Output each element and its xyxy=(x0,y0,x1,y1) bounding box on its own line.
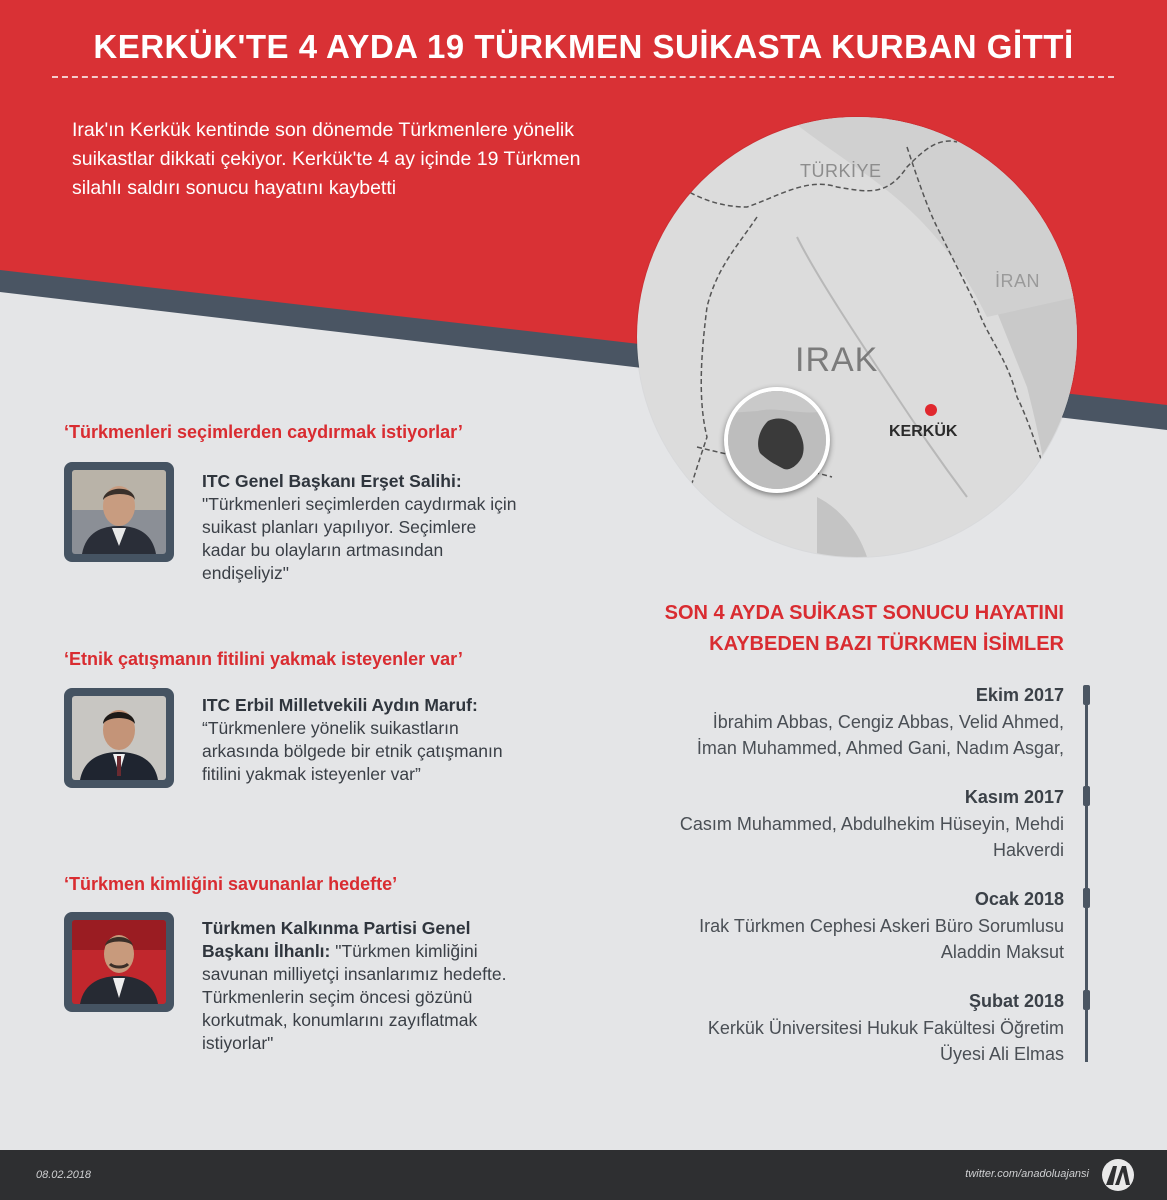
quote-2-headline: ‘Etnik çatışmanın fitilini yakmak isteyenler var’ xyxy=(64,649,463,669)
victims-list-title xyxy=(620,598,1064,660)
timeline-names-line: İbrahim Abbas, Cengiz Abbas, Velid Ahmed, xyxy=(712,712,1064,732)
quote-2-photo xyxy=(72,696,166,780)
footer-bar xyxy=(0,1150,1167,1200)
timeline-date: Kasım 2017 xyxy=(964,787,1064,807)
iran-label: İRAN xyxy=(995,271,1041,291)
quote-1-speaker: ITC Genel Başkanı Erşet Salihi: xyxy=(202,471,462,491)
timeline-names-line: Irak Türkmen Cephesi Askeri Büro Sorumlusu xyxy=(699,916,1064,936)
timeline-names xyxy=(504,811,1064,863)
timeline-date: Ekim 2017 xyxy=(975,685,1064,705)
twitter-link[interactable]: twitter.com/anadoluajansi xyxy=(965,1168,1089,1180)
quote-3-headline: ‘Türkmen kimliğini savunanlar hedefte’ xyxy=(64,874,398,894)
timeline-names-line: Hakverdi xyxy=(992,840,1064,860)
timeline-marker xyxy=(1083,685,1090,705)
intro-text: Irak'ın Kerkük kentinde son dönemde Türkmenlere yönelik suikastlar dikkati çekiyor. Kerkük'te 4 ay içinde 19 Türkmen silahlı saldırı sonucu hayatını kaybetti xyxy=(72,119,581,199)
quote-3-photo-frame xyxy=(64,912,174,1012)
map-terrain xyxy=(637,117,1077,557)
timeline-names-line: Kerkük Üniversitesi Hukuk Fakültesi Öğretim xyxy=(707,1018,1064,1038)
timeline-names-line: Aladdin Maksut xyxy=(940,942,1064,962)
timeline-names-line: Üyesi Ali Elmas xyxy=(939,1044,1064,1064)
victims-list-title-line1: SON 4 AYDA SUİKAST SONUCU HAYATINI xyxy=(664,602,1064,624)
publish-date: 08.02.2018 xyxy=(36,1169,92,1181)
kirkuk-marker-icon xyxy=(925,404,937,416)
timeline-names xyxy=(504,913,1064,965)
quote-3-speaker: Türkmen Kalkınma Partisi Genel Başkanı İlhanlı: xyxy=(202,918,471,961)
quote-3-photo xyxy=(72,920,166,1004)
timeline-entry xyxy=(504,887,1064,965)
timeline-entry xyxy=(504,989,1064,1067)
quote-1-photo-frame xyxy=(64,462,174,562)
page-title: KERKÜK'TE 4 AYDA 19 TÜRKMEN SUİKASTA KURBAN GİTTİ xyxy=(93,28,1074,65)
victims-list-title-line2: KAYBEDEN BAZI TÜRKMEN İSİMLER xyxy=(709,633,1064,655)
iraq-label: IRAK xyxy=(795,341,879,379)
iraq-silhouette-icon xyxy=(728,391,826,489)
timeline-marker xyxy=(1083,786,1090,806)
quote-3-text: "Türkmen kimliğini savunan milliyetçi insanlarımız hedefte. Türkmenlerin seçim öncesi gözünü korkutmak, konumlarını zayıflatmak istiyorlar" xyxy=(202,941,507,1053)
timeline-names-line: Casım Muhammed, Abdulhekim Hüseyin, Mehdi xyxy=(679,814,1064,834)
timeline-names-line: İman Muhammed, Ahmed Gani, Nadım Asgar, xyxy=(696,738,1064,758)
timeline-date: Şubat 2018 xyxy=(968,991,1064,1011)
timeline-date: Ocak 2018 xyxy=(974,889,1064,909)
quote-1-text: "Türkmenleri seçimlerden caydırmak için suikast planları yapılıyor. Seçimlere kadar bu olayların artmasından endişeliyiz" xyxy=(202,494,517,583)
title-divider xyxy=(52,76,1114,78)
timeline-entry xyxy=(504,785,1064,863)
timeline-names xyxy=(504,709,1064,761)
iraq-map xyxy=(637,117,1077,557)
timeline-marker xyxy=(1083,990,1090,1010)
anadolu-agency-logo-icon xyxy=(1101,1158,1135,1192)
quote-2-body xyxy=(202,694,522,786)
locator-inset xyxy=(724,387,830,493)
timeline-marker xyxy=(1083,888,1090,908)
quote-3-body xyxy=(202,917,522,1055)
timeline-entry xyxy=(504,683,1064,761)
quote-1-headline: ‘Türkmenleri seçimlerden caydırmak istiyorlar’ xyxy=(64,422,463,442)
kirkuk-label: KERKÜK xyxy=(889,423,958,440)
quote-1-body xyxy=(202,470,522,585)
turkey-label: TÜRKİYE xyxy=(800,161,882,181)
quote-2-speaker: ITC Erbil Milletvekili Aydın Maruf: xyxy=(202,695,478,715)
quote-2-text: “Türkmenlere yönelik suikastların arkasında bölgede bir etnik çatışmanın fitilini yakmak isteyenler var” xyxy=(202,718,503,784)
timeline-names xyxy=(504,1015,1064,1067)
quote-2-photo-frame xyxy=(64,688,174,788)
quote-1-photo xyxy=(72,470,166,554)
